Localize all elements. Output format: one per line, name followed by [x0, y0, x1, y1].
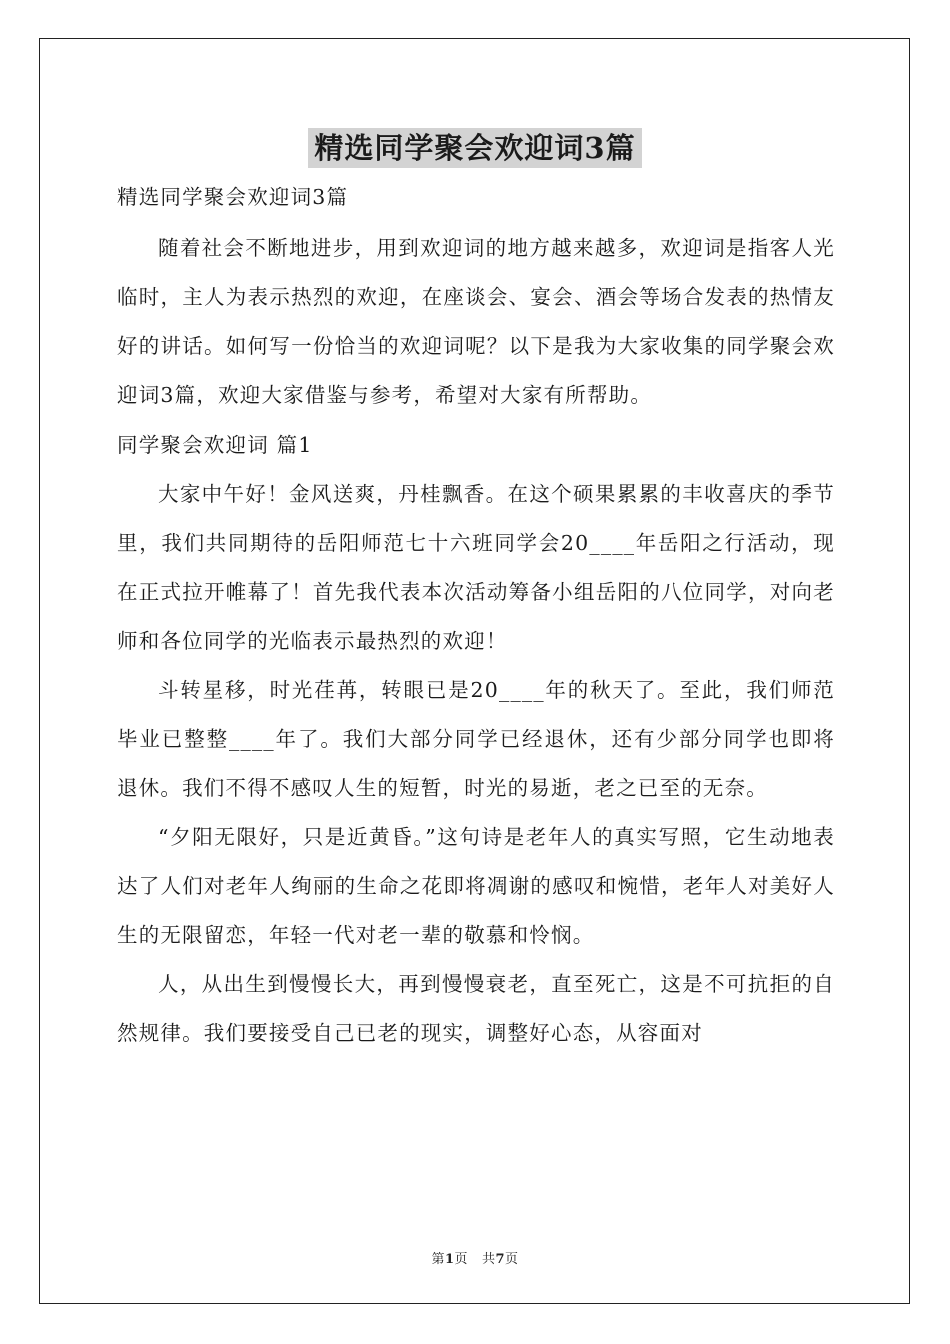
document-title: 精选同学聚会欢迎词3篇	[308, 128, 641, 168]
body-paragraph-1: 大家中午好！金风送爽，丹桂飘香。在这个硕果累累的丰收喜庆的季节里，我们共同期待的岳阳师范七十六班同学会20____年岳阳之行活动，现在正式拉开帷幕了！首先我代表本次活动筹备小组岳阳的八位同学，对向老师和各位同学的光临表示最热烈的欢迎！	[117, 482, 835, 653]
body-paragraph-3: “夕阳无限好，只是近黄昏。”这句诗是老年人的真实写照，它生动地表达了人们对老年人绚丽的生命之花即将凋谢的感叹和惋惜，老年人对美好人生的无限留恋，年轻一代对老一辈的敬慕和怜悯。	[117, 825, 835, 947]
title-container	[0, 128, 950, 168]
footer-page-prefix: 第	[431, 1252, 445, 1267]
footer-page-suffix: 页	[454, 1252, 469, 1267]
footer-total-suffix: 页	[505, 1252, 519, 1267]
footer-page-number: 1	[444, 1252, 455, 1267]
section-title: 同学聚会欢迎词 篇1	[117, 433, 313, 457]
body-paragraph-2: 斗转星移，时光荏苒，转眼已是20____年的秋天了。至此，我们师范毕业已整整____年了。我们大部分同学已经退休，还有少部分同学也即将退休。我们不得不感叹人生的短暂，时光的易逝，老之已至的无奈。	[117, 678, 835, 800]
footer-total-prefix: 共	[481, 1252, 496, 1267]
document-subtitle: 精选同学聚会欢迎词3篇	[117, 185, 349, 209]
body-paragraph-4: 人，从出生到慢慢长大，再到慢慢衰老，直至死亡，这是不可抗拒的自然规律。我们要接受自己已老的现实，调整好心态，从容面对	[117, 972, 835, 1045]
document-body	[117, 180, 835, 1058]
page-footer	[0, 1248, 950, 1267]
intro-paragraph: 随着社会不断地进步，用到欢迎词的地方越来越多，欢迎词是指客人光临时，主人为表示热烈的欢迎，在座谈会、宴会、酒会等场合发表的热情友好的讲话。如何写一份恰当的欢迎词呢？以下是我为大家收集的同学聚会欢迎词3篇，欢迎大家借鉴与参考，希望对大家有所帮助。	[117, 236, 835, 407]
footer-total-number: 7	[495, 1252, 506, 1267]
